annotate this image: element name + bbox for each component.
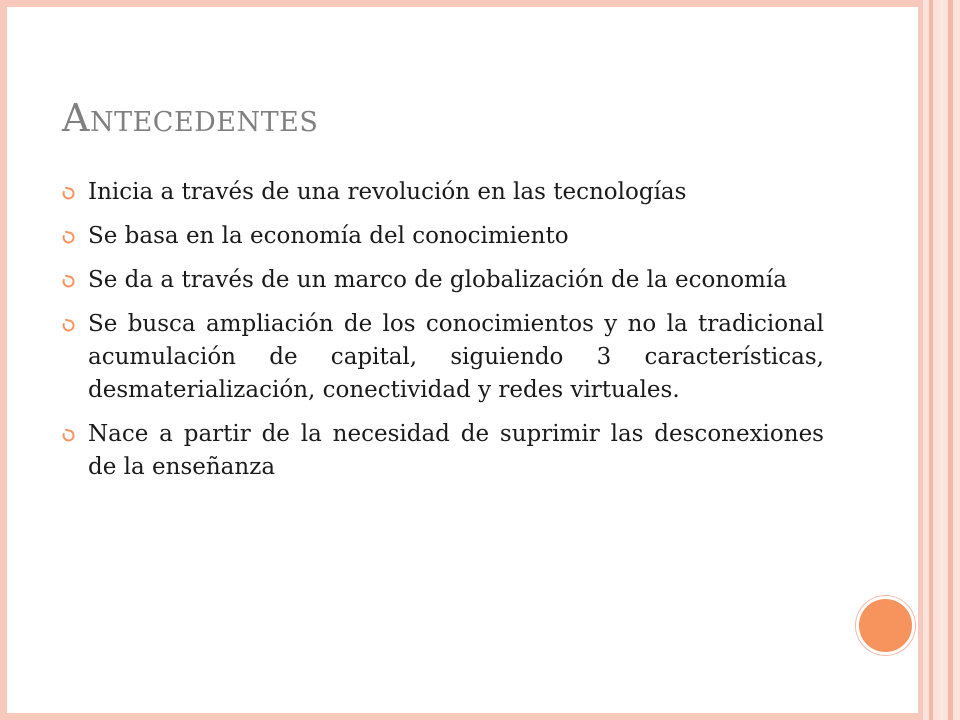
list-item [62, 264, 824, 297]
slide-title: Antecedentes [62, 96, 319, 140]
orange-swirl-bullet-icon [62, 231, 75, 244]
bullet-text: Se basa en la economía del conocimiento [88, 223, 569, 249]
frame-bottom-border [0, 713, 920, 720]
orange-swirl-bullet-icon [62, 187, 75, 200]
decorative-stripe [948, 0, 953, 720]
orange-swirl-bullet-icon [62, 275, 75, 288]
frame-top-border [0, 0, 920, 7]
decorative-stripe [929, 0, 933, 720]
bullet-text: Inicia a través de una revolución en las tecnologías [88, 179, 687, 205]
list-item [62, 220, 824, 253]
bullet-list [62, 176, 824, 495]
bullet-text: Se busca ampliación de los conocimientos y no la tradicional acumulación de capital, siguiendo 3 características, desmaterialización, conectividad y redes virtuales. [88, 311, 824, 403]
list-item [62, 308, 824, 407]
orange-swirl-bullet-icon [62, 429, 75, 442]
orange-circle-decoration [856, 596, 915, 655]
decorative-stripe [940, 0, 943, 720]
orange-swirl-bullet-icon [62, 319, 75, 332]
bullet-text: Se da a través de un marco de globalización de la economía [88, 267, 787, 293]
frame-left-border [0, 0, 7, 720]
bullet-text: Nace a partir de la necesidad de suprimir las desconexiones de la enseñanza [88, 421, 824, 480]
list-item [62, 418, 824, 484]
list-item [62, 176, 824, 209]
